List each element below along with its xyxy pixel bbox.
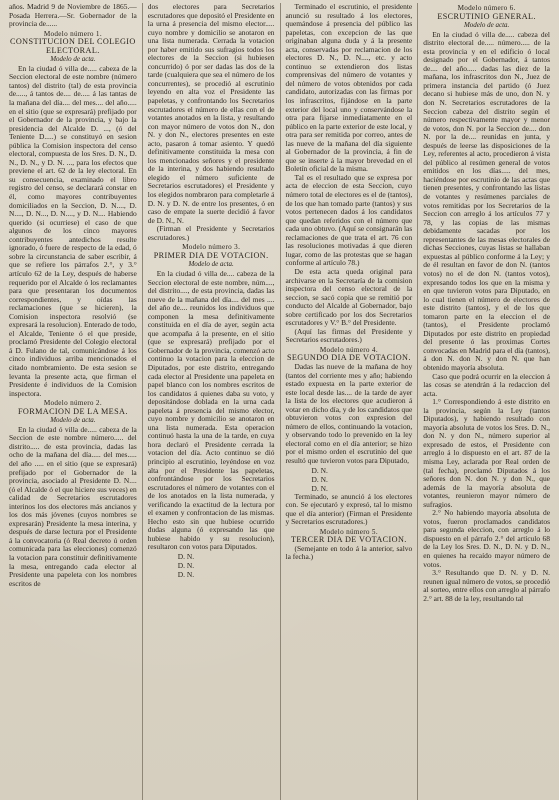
candidate-line: D. N. [177, 561, 195, 570]
paragraph: Caso que podrá ocurrir en la eleccion á las cosas se atendrán á la redaccion del acta. [423, 371, 550, 398]
candidate-line: D. N. [311, 474, 328, 484]
candidate-line: D. N. [311, 465, 328, 475]
paragraph: En la ciudad ó villa de..... cabeza del distrito electoral de..... número..... de la esta provincia y en el edificio ó local designado por el Gobernador, á tantos de.... del año..... dadas las diez de la mañana, los infrascritos don N., Juez de primera instancia del partido (ó Juez decano si hubiese más de uno, don N. y don N. Secretarios escrutadores de la Seccion cabeza del distrito según el número respectivamente mayor y menor de votos, don N. por la Seccion de.... don N. por la de.... reunidas en junta, y después de leerse las disposiciones de la Ley, referentes al acto, procedieron á vista del público al resúmen general de votos emitidos en los días..... del mes, haciéndose por escrutinio de las actas que tienen presentes, y confrontando las listas de votantes y resúmenes parciales de votos remitidas por los Secretarios de la Seccion con arreglo á los artículos 77 y 78, y las copias de las mismas debidamente sacadas por los representantes de las mesas electorales de dichas Secciones, cuyas listas se hallaban expuestas al público conforme á la Ley; y de él resultan en favor de don N. (tantos votos) no el de don N. (tantos votos), expresando todos los que en la misma y en que tuvieron votos para Diputado, en lo cual tienen el número de electores de este distrito (tantos), y el de los que tomaron parte en la eleccion el de (tantos), el Presidente proclamó Diputados por este distrito en propiedad del presente ó las proximas Cortes convocadas en Madrid para el día (tantos), á don N. don N. y don N. que han obtenido mayoría absoluta. [423, 29, 550, 372]
paragraph: De esta acta queda original para archivarse en la Secretaría de la comision inspectora del censo electoral de la seccion, se sacó copia que se remitió por conducto del Alcalde al Gobernador, bajo sobre certificado por los dos Secretarios escrutadores y V.° B.° del Presidente. [285, 266, 413, 328]
paragraph: (Aquí las firmas del Presidente y Secretarios escrutadores.) [285, 326, 413, 345]
column-3 [280, 3, 418, 800]
paragraph: dos electores para Secretarios escrutadores que depositó el Presidente en la urna á presencia del mismo elector..... cuyo nombre y domicilio se anotaron en una lista numerada. Cerrada la votacion por haber emitido sus sufragios todos los electores de la Seccion (si hubiesen concurrido) ó por ser dadas las dos de la tarde (cualquiera que sea el número de los concurrentes), se procedió al escrutinio leyendo en alta voz el Presidente las papeletas, y confrontando los Secretarios escrutadores el número de ellas con el de votantes anotados en la lista, y resultando con mayor número de votos don N., don N. y don N., electores presentes en este acto, pasaron á tomar asiento. Y quedó definitivamente constituida la mesa con los mencionados señores y el presidente de la interina, y dos habiendo resultado elegido el número suficiente de Secretarios escrutadores) el Presidente y los elegidos nombraron para completarle á D. N. y D. N. de entre los presentes, ó en caso de empate la suerte decidió á favor de D. N., N. [147, 3, 275, 225]
paragraph: En la ciudad ó villa de.... cabeza de la Seccion electoral de este nombre, núm...., del distrito...., de esta provincia, dadas las nueve de la mañana del día.... del mes .... del año de.... reunidos los individuos que componen la mesa definitivamente constituida en el día de ayer, según acta que acompaña á la presente, en el sitio (que se expresará) prefijado por el Gobernador de la provincia, comenzó acto continuo la votacion para la eleccion de Diputados, por este distrito, entregando cada elector al Presidente una papeleta en papel blanco con los nombres escritos de los candidatos á quienes daba su voto, y depositándose doblada en la urna cada papeleta á presencia del mismo elector, cuyo nombre y domicilio se anotaron en una lista numerada. Esta operacion continuó hasta la una de la tarde, en cuya hora declaró el Presidente cerrada la votacion del día. Acto continuo se dió principio al escrutinio, leyéndose en voz alta por el Presidente las papeletas, confrontándose por los Secretarios escrutadores el número de votantes con el de los anotados en la lista numerada, y verificando la exactitud de la lectura por el examen y confrontacion de las mismas. Hecho esto sin que hubiese ocurrido dudas alguna (ó expresando las que hubiese habido y su resolucion), resultaron con votos para Diputados. [147, 268, 275, 552]
paragraph: Terminado, se anunció á los electores con. Se ejecutaró y expresó, tal lo mismo que el día anterior) (Firman el Presidente y Secretarios escrutadores.) [285, 491, 413, 527]
section-title: ESCRUTINIO GENERAL. [437, 11, 536, 21]
model-number-heading: Modelo número 5. [319, 527, 378, 536]
signature-list [286, 466, 413, 493]
section-subtitle: Modelo de acta. [188, 260, 234, 269]
model-number-heading: Modelo número 1. [43, 29, 102, 38]
column-2 [142, 3, 280, 800]
candidate-line: D. N. [177, 570, 195, 579]
section-title: CONSTITUCION DEL COLEGIO ELECTORAL. [10, 37, 136, 55]
model-number-heading: Modelo número 6. [457, 4, 516, 12]
text-columns [4, 3, 555, 800]
signature-list [148, 552, 275, 579]
section-subtitle: Modelo de acta. [50, 416, 96, 425]
section-title: TERCER DIA DE VOTACION. [291, 535, 407, 545]
column-1 [4, 3, 142, 800]
candidate-line: D. N. [311, 483, 328, 493]
model-number-heading: Modelo número 4. [319, 345, 378, 354]
column-4 [417, 3, 555, 800]
paragraph: años. Madrid 9 de Noviembre de 1865.—Posada Herrera.—Sr. Gobernador de la provincia de...... [9, 3, 137, 29]
paragraph: Tal es el resultado que se expresa por acta de eleccion de esta Seccion, cuyo número total de electores es el de (tantos), de los que han tomado parte (tantos) y sus votos pertenecen dados á los candidatos que quedan referidos con el número que cada uno obtuvo. (Aquí se consignarán las reclamaciones de que trata el art. 76 con las resoluciones motivadas á que dieren lugar, como de las protestas que se hagan conforme al artículo 78.) [285, 172, 413, 268]
section-subtitle: Modelo de acta. [463, 21, 510, 30]
candidate-line: D. N. [177, 552, 195, 561]
paragraph: En la ciudad ó villa de..... cabeza de la Seccion de este nombre número..... del distrito..... de esta provincia, dadas las ocho de la mañana del día..... del mes..... del año ..... en el sitio (que se expresará) prefijado por el Gobernador de la provincia, asociado al Presidente D. N.... (ó el Alcalde ó el que hiciere sus veces) en calidad de Secretarios escrutadores interinos los dos electores más ancianos y los dos más jóvenes (cuyos nombres se expresarán) Presidente la mesa interina, y después de darse lectura por el Presidente á la convocatoria (ó Real decreto ú orden comunicada para las elecciones) comenzó la votacion para constituir definitivamente la mesa, entregando cada elector al Presidente una papeleta con los nombres escritos de [9, 424, 137, 588]
model-number-heading: Modelo número 3. [182, 243, 241, 252]
section-title: PRIMER DIA DE VOTACION. [153, 250, 269, 260]
paragraph: 2.° No habiendo mayoría absoluta de votos, fueron proclamados candidatos para segunda eleccion, con arreglo á lo dispuesto en el párrafo 2.° del artículo 68 de la Ley los Sres. D. N., D. N. y D. N., en quienes ha recaído mayor número de votos. [423, 508, 550, 569]
section-title: FORMACION DE LA MESA. [17, 406, 128, 416]
paragraph: En la ciudad ó villa de..... cabeza de la Seccion electoral de este nombre (número tantos) del distrito (tal) de esta provincia de....., á tantos de.... de..... á las tantas de la mañana del día.... del mes.... del año..... en el sitio (que se expresará) prefijado por el Gobernador de la provincia, y bajo la presidencia del Alcalde D. ..., (ó del Teniente D.....) se constituyó en sesion pública la Comision inspectora del censo electoral, compuesta de los Sres. D. N., D. N., D. N., y D. N. ..., para los efectos que previene el art. 62 de la ley electoral. En su consecuencia, examinado el libro registro del censo, se declarará constar en él, como mayores contribuyentes domiciliados en la Seccion, D. N...., D. N...., D. N..., D. N...., y D. N.... Habiendo querido (si ocurriese) el caso de que algunos de los cinco mayores contribuyentes antedichos resulte ignorado, ó fuere de respecto de la edad, ó sobre la circunstancia de saber escribir, á que se refiere los párrafos 2.°, y 3.° artículo 62 de la Ley, después de haberse requerido por el Alcalde ó los reclamantes para que presentaran los documentos correspondientes, y oídas las reclamaciones (que se hicieren), la Comision inspectora resolvió (se expresará la resolucion). Enterado de todo, el Alcalde, Teniente ó el que preside, proclamó Presidente del Colegio electoral á D. Fulano de tal, comunicándose á los cinco individuos arriba mencionados el citado nombramiento. De esta sesion se levanta la presente acta, que firman el Presidente é individuos de la Comision inspectora. [9, 63, 137, 398]
model-number-heading: Modelo número 2. [43, 399, 102, 408]
paragraph: Dadas las nueve de la mañana de hoy (tantos del corriente mes y año; habiendo estado expuesta en la parte exterior de este local desde las.... de la tarde de ayer la lista de los electores que acudieron á votar en dicho día, y de los candidatos que obtuvieron votos con expresion del número de ellos, continuando la votacion, y observando todo lo prevenido en la ley electoral como en el día anterior; se hizo por el mismo orden el escrutinio del que resultó que tuvieron votos para Diputado, [285, 361, 413, 465]
paragraph: (Semejante en todo á la anterior, salvo la fecha.) [285, 543, 413, 562]
section-subtitle: Modelo de acta. [50, 55, 96, 64]
paragraph: 1.° Correspondiendo á este distrito en la provincia, según la Ley (tantos Diputados), y habiendo resultado con mayoría absoluta de votos los Sres. D. N., don N. y don N., número superior al expresado de estos, el Presidente con arreglo á lo dispuesto en el art. 87 de la misma Ley, aclarada por Real orden de (tal fecha), proclamó Diputados á los señores don N. don N. y don N., que además de la mayoría absoluta de votantes, reunieron mayor número de sufragios. [423, 397, 550, 509]
paragraph: (Firman el Presidente y Secretarios escrutadores.) [147, 224, 275, 242]
section-title: SEGUNDO DIA DE VOTACION. [286, 353, 411, 363]
paragraph: Terminado el escrutinio, el presidente anunció su resultado á los electores, quemándose á presencia del público las papeletas, con excepcion de las que originaban alguna duda y á la presente acta, conservadas por reclamacion de los electores D. N., D. N...., etc. y acto continuo se extendieron dos listas comprensivas del número de votantes y del número de votos obtenidos por cada candidato, autorizadas con las firmas por los infrascritos, fijándose en la parte exterior del local uno y conservándose la otra para fijarse inmediatamente en el público en la parte exterior de este local, y otra para ser remitida por correo, antes de las nueve de la mañana del día siguiente al Gobernador de la provincia, á fin de que se inserte á la mayor brevedad en el Boletín oficial de la misma. [285, 3, 413, 174]
paragraph: 3.° Resultando que D. N. y D. N. reunen igual número de votos, se procedió al sorteo, entre ellos con arreglo al párrafo 2.° art. 88 de la ley, resultando tal [423, 568, 550, 603]
